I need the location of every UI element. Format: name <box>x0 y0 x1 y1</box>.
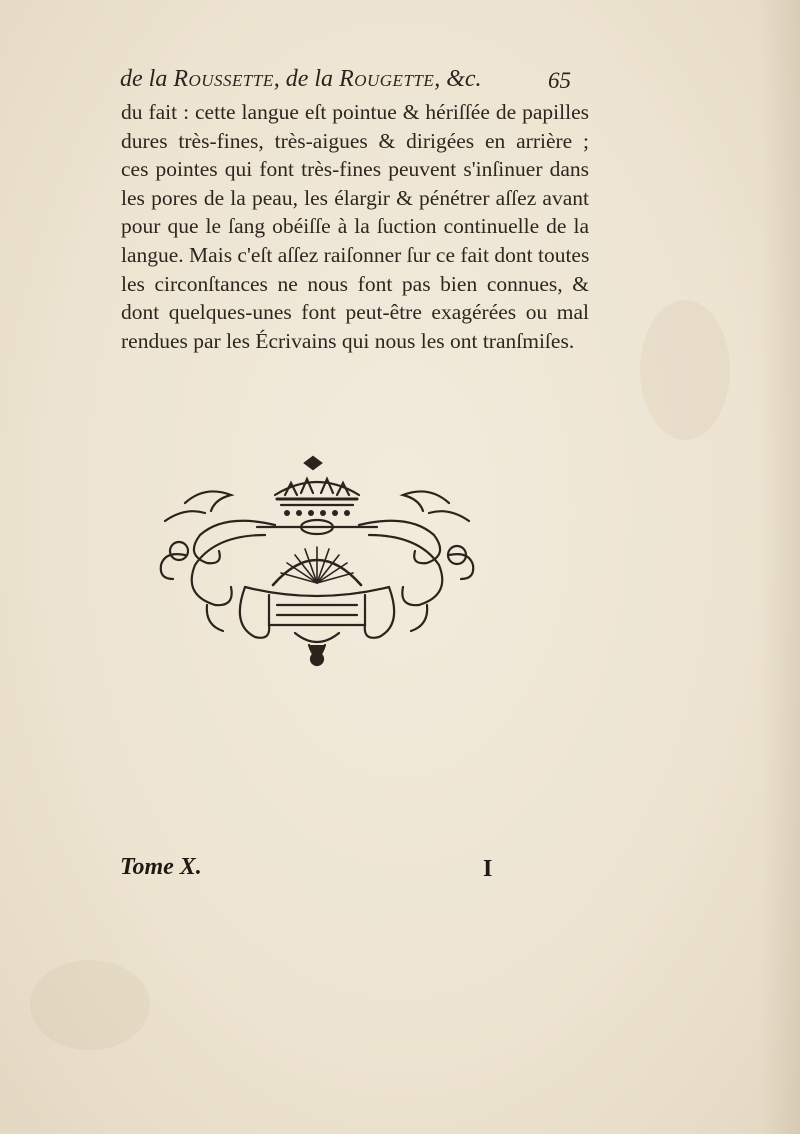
text-line: les circonſtances ne nous font pas bien connues, & <box>121 271 589 296</box>
body-paragraph <box>121 98 589 355</box>
running-head <box>120 66 580 93</box>
running-head-name-2: Rougette <box>339 66 435 92</box>
text-line: ces pointes qui font très-fines peuvent s'inſinuer dans <box>121 157 589 182</box>
text-line: pour que le ſang obéiſſe à la ſuction continuelle de la <box>121 214 589 239</box>
paper-stain <box>30 960 150 1050</box>
running-head-prefix: de la <box>120 66 174 92</box>
decorative-ornament <box>145 455 490 675</box>
signature-tome: Tome X. <box>120 854 202 880</box>
running-head-name-1: Roussette <box>173 66 274 92</box>
signature-mark: I <box>483 856 493 882</box>
text-line: rendues par les Écrivains qui nous les ont tranſmiſes. <box>121 328 575 353</box>
text-line: dont quelques-unes font peut-être exagérées ou mal <box>121 300 589 325</box>
running-head-separator: , de la <box>273 66 340 92</box>
text-line: du fait : cette langue eſt pointue & hériſſée de papilles <box>121 100 589 124</box>
text-line: langue. Mais c'eſt aſſez raiſonner ſur ce fait dont toutes <box>121 242 590 267</box>
text-line: les pores de la peau, les élargir & pénétrer aſſez avant <box>121 185 589 210</box>
running-head-suffix: , &c. <box>434 66 482 92</box>
text-line: dures très-fines, très-aigues & dirigées en arrière ; <box>121 128 589 153</box>
paper-stain <box>640 300 730 440</box>
page-number: 65 <box>548 68 571 93</box>
